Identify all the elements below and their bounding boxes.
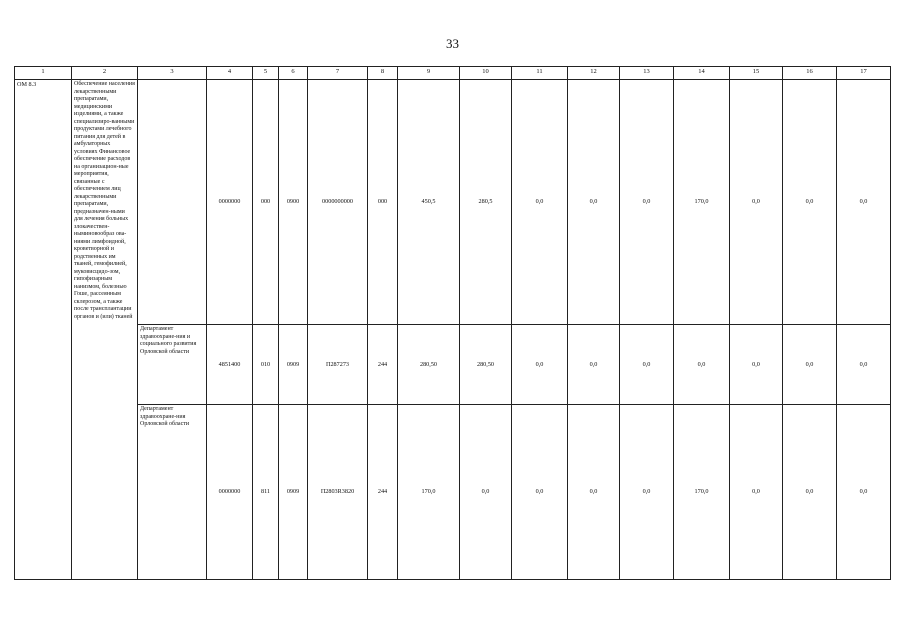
event-description: Обеспечение населения лекарственными препаратами, медицинскими изделиями, а также специализиро-ванными продуктами лечебного питания для детей в амбулаторных условиях Финансовое обеспечение расходов на организацион-ные мероприятия, связанные с обеспечением лиц лекарственными препаратами, предназначен-ными для лечения больных злокачествен-ныминовообраз ова-ниями лимфоидной, кроветворной и родственных им тканей, гемофилией, муковисцидо-зом, гипофизарным нанизмом, болезнью Гоше, рассеянным склерозом, а также после трансплантации органов и (или) тканей xyxy=(72,80,138,580)
header-cell: 9 xyxy=(398,67,460,80)
cell-12: 0,0 xyxy=(568,80,620,325)
cell-7: П287273 xyxy=(308,325,368,405)
header-cell: 6 xyxy=(279,67,308,80)
cell-15: 0,0 xyxy=(730,80,783,325)
cell-17: 0,0 xyxy=(837,405,891,580)
cell-16: 0,0 xyxy=(783,325,837,405)
header-cell: 16 xyxy=(783,67,837,80)
header-cell: 11 xyxy=(512,67,568,80)
cell-14: 0,0 xyxy=(674,325,730,405)
cell-5: 811 xyxy=(253,405,279,580)
header-cell: 4 xyxy=(207,67,253,80)
header-cell: 17 xyxy=(837,67,891,80)
cell-9: 170,0 xyxy=(398,405,460,580)
cell-12: 0,0 xyxy=(568,325,620,405)
cell-6: 0909 xyxy=(279,405,308,580)
cell-13: 0,0 xyxy=(620,80,674,325)
cell-11: 0,0 xyxy=(512,325,568,405)
cell-14: 170,0 xyxy=(674,80,730,325)
header-cell: 15 xyxy=(730,67,783,80)
cell-8: 244 xyxy=(368,405,398,580)
header-cell: 7 xyxy=(308,67,368,80)
cell-11: 0,0 xyxy=(512,405,568,580)
department-cell xyxy=(138,80,207,325)
cell-14: 170,0 xyxy=(674,405,730,580)
cell-15: 0,0 xyxy=(730,325,783,405)
cell-10: 280,5 xyxy=(460,80,512,325)
cell-5: 010 xyxy=(253,325,279,405)
cell-4: 0000000 xyxy=(207,405,253,580)
header-cell: 1 xyxy=(15,67,72,80)
cell-8: 000 xyxy=(368,80,398,325)
header-row xyxy=(15,67,891,80)
cell-6: 0909 xyxy=(279,325,308,405)
cell-10: 280,50 xyxy=(460,325,512,405)
cell-12: 0,0 xyxy=(568,405,620,580)
table-row xyxy=(15,405,891,580)
table-row xyxy=(15,325,891,405)
header-cell: 12 xyxy=(568,67,620,80)
cell-7: П2803R3820 xyxy=(308,405,368,580)
cell-9: 280,50 xyxy=(398,325,460,405)
cell-16: 0,0 xyxy=(783,405,837,580)
header-cell: 10 xyxy=(460,67,512,80)
page-number: 33 xyxy=(446,36,459,51)
cell-17: 0,0 xyxy=(837,325,891,405)
header-cell: 3 xyxy=(138,67,207,80)
cell-13: 0,0 xyxy=(620,325,674,405)
cell-13: 0,0 xyxy=(620,405,674,580)
cell-4: 0000000 xyxy=(207,80,253,325)
header-cell: 14 xyxy=(674,67,730,80)
cell-7: 0000000000 xyxy=(308,80,368,325)
cell-6: 0900 xyxy=(279,80,308,325)
cell-16: 0,0 xyxy=(783,80,837,325)
cell-11: 0,0 xyxy=(512,80,568,325)
cell-17: 0,0 xyxy=(837,80,891,325)
table-row xyxy=(15,80,891,325)
cell-10: 0,0 xyxy=(460,405,512,580)
cell-15: 0,0 xyxy=(730,405,783,580)
cell-9: 450,5 xyxy=(398,80,460,325)
event-code: ОМ 8.3 xyxy=(15,80,72,580)
department-cell: Департамент здравоохране-ния и социального развития Орловской области xyxy=(138,325,207,405)
department-cell: Департамент здравоохране-ния Орловской области xyxy=(138,405,207,580)
cell-5: 000 xyxy=(253,80,279,325)
budget-table xyxy=(14,66,891,580)
header-cell: 13 xyxy=(620,67,674,80)
header-cell: 2 xyxy=(72,67,138,80)
cell-4: 4851400 xyxy=(207,325,253,405)
header-cell: 8 xyxy=(368,67,398,80)
cell-8: 244 xyxy=(368,325,398,405)
header-cell: 5 xyxy=(253,67,279,80)
